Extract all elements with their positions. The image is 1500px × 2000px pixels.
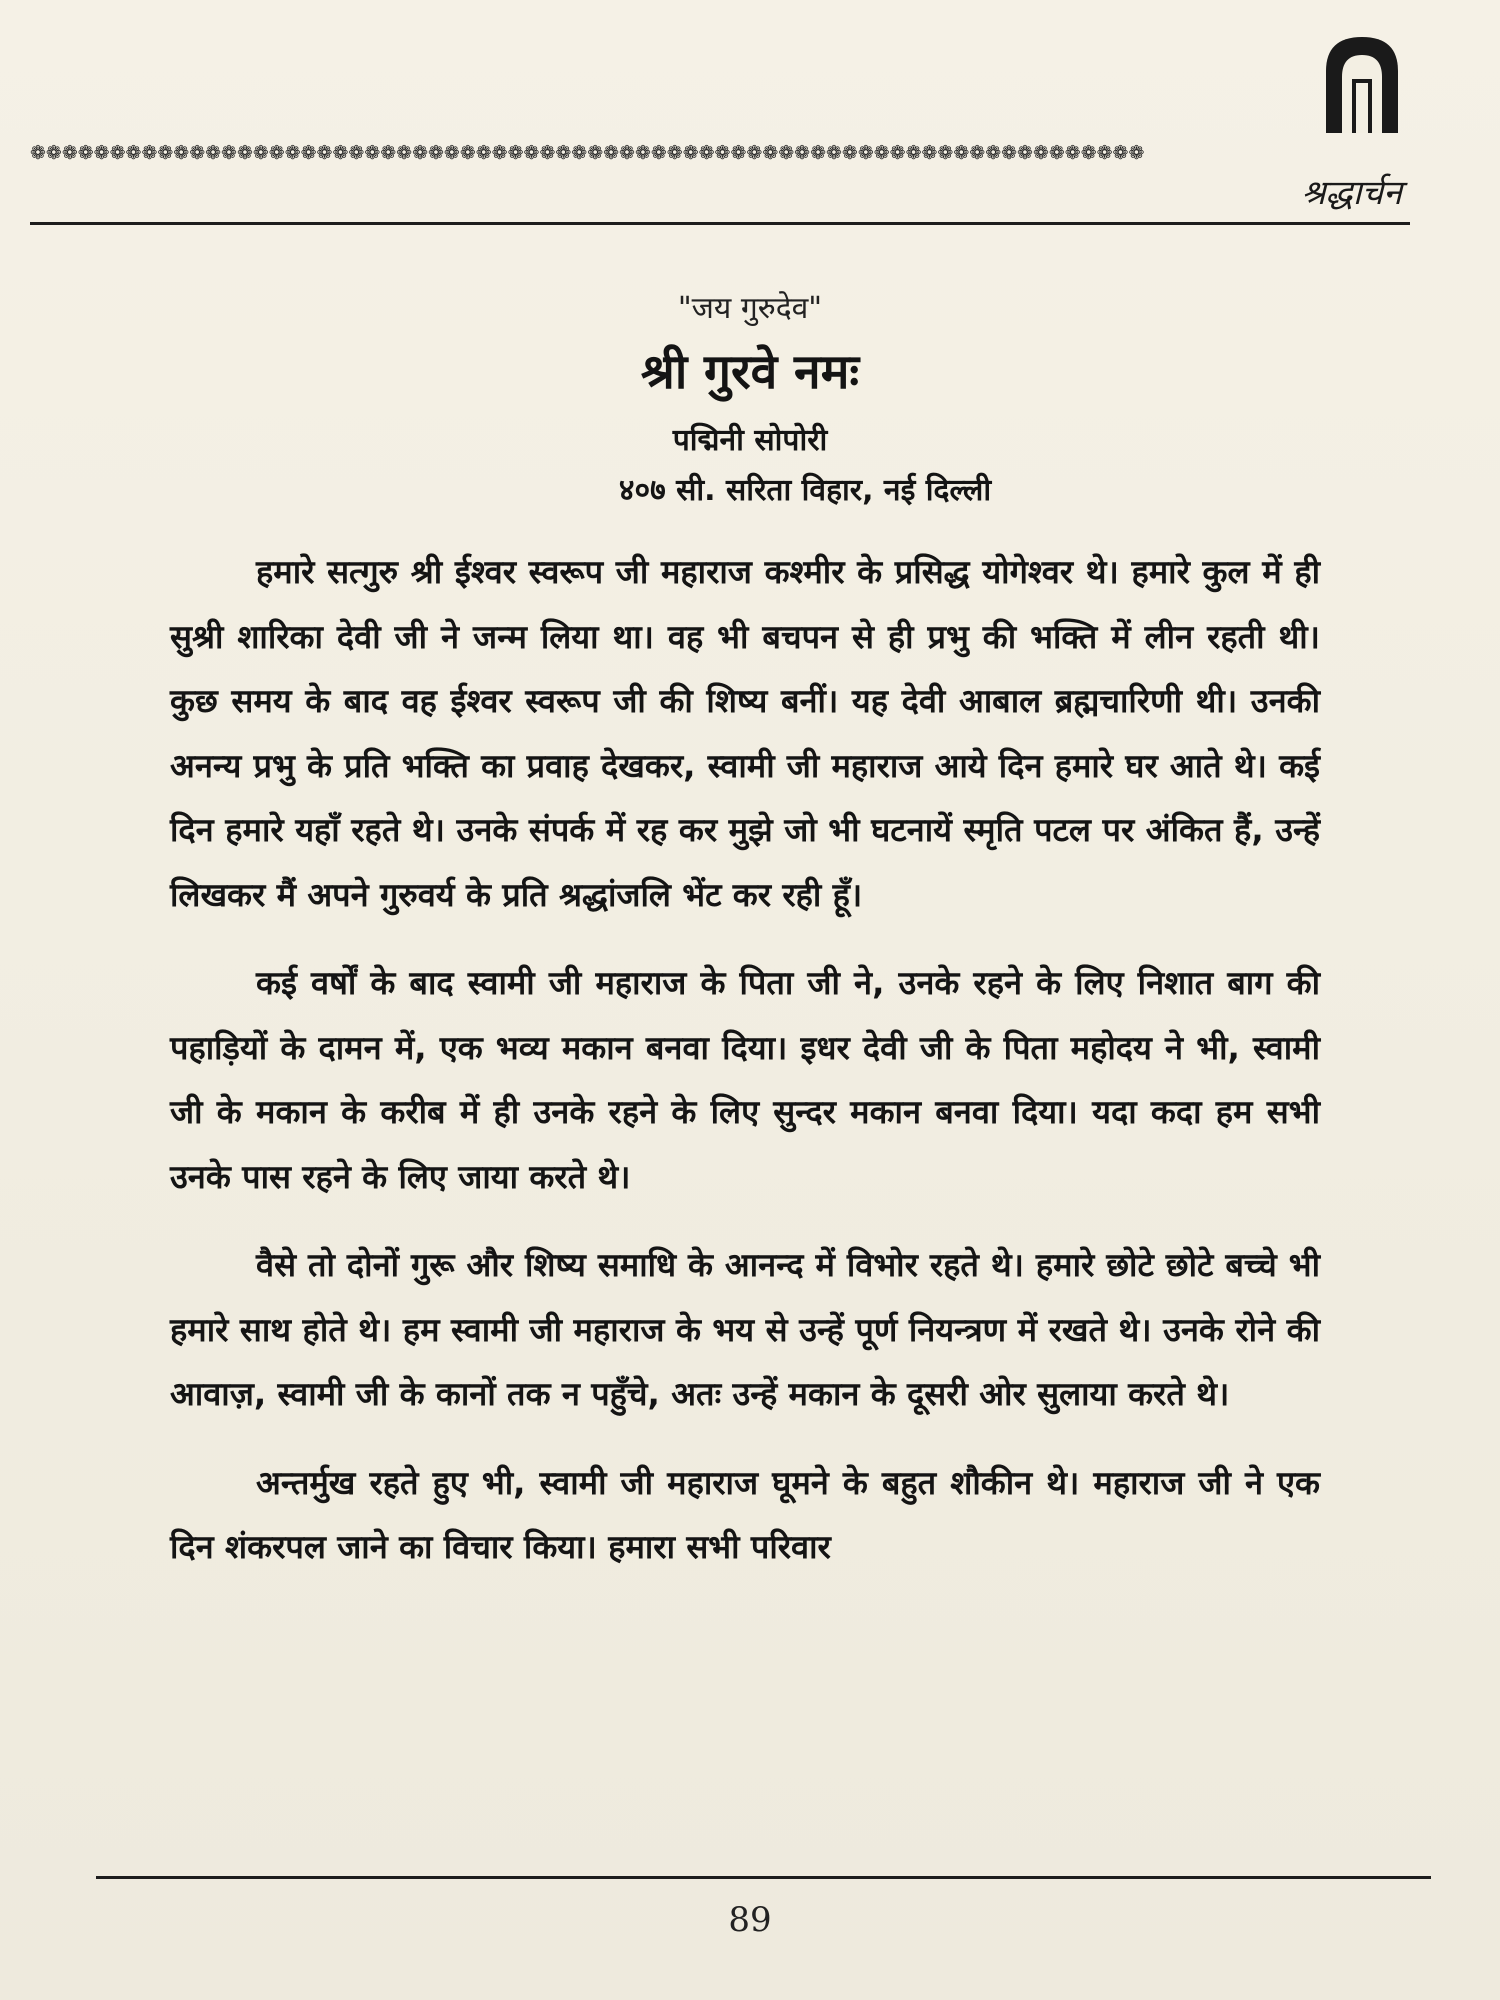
author-name: पद्मिनी सोपोरी — [672, 423, 828, 458]
arch-logo-icon — [1322, 33, 1402, 133]
article-body — [170, 540, 1320, 1604]
body-paragraph: वैसे तो दोनों गुरू और शिष्य समाधि के आनन्द में विभोर रहते थे। हमारे छोटे छोटे बच्चे भी हमारे साथ होते थे। हम स्वामी जी महाराज के भय से उन्हें पूर्ण नियन्त्रण में रखते थे। उनके रोने की आवाज़, स्वामी जी के कानों तक न पहुँचे, अतः उन्हें मकान के दूसरी ओर सुलाया करते थे। — [170, 1246, 1320, 1413]
page-number: 89 — [728, 1900, 772, 1940]
article-title: श्री गुरवे नमः — [640, 344, 860, 400]
running-head-title: श्रद्धार्चन — [1301, 173, 1402, 213]
body-paragraph: हमारे सत्गुरु श्री ईश्वर स्वरूप जी महाराज कश्मीर के प्रसिद्ध योगेश्वर थे। हमारे कुल में ही सुश्री शारिका देवी जी ने जन्म लिया था। वह भी बचपन से ही प्रभु की भक्ति में लीन रहती थी। कुछ समय के बाद वह ईश्वर स्वरूप जी की शिष्य बनीं। यह देवी आबाल ब्रह्मचारिणी थी। उनकी अनन्य प्रभु के प्रति भक्ति का प्रवाह देखकर, स्वामी जी महाराज आये दिन हमारे घर आते थे। कई दिन हमारे यहाँ रहते थे। उनके संपर्क में रह कर मुझे जो भी घटनायें स्मृति पटल पर अंकित हैं, उन्हें लिखकर मैं अपने गुरुवर्य के प्रति श्रद्धांजलि भेंट कर रही हूँ। — [170, 553, 1320, 914]
header-divider — [30, 222, 1410, 225]
body-paragraph: कई वर्षों के बाद स्वामी जी महाराज के पिता जी ने, उनके रहने के लिए निशात बाग की पहाड़ियों के दामन में, एक भव्य मकान बनवा दिया। इधर देवी जी के पिता महोदय ने भी, स्वामी जी के मकान के करीब में ही उनके रहने के लिए सुन्दर मकान बनवा दिया। यदा कदा हम सभी उनके पास रहने के लिए जाया करते थे। — [170, 964, 1320, 1196]
footer-divider — [96, 1876, 1431, 1879]
greeting-text: "जय गुरुदेव" — [677, 291, 823, 326]
body-paragraph: अन्तर्मुख रहते हुए भी, स्वामी जी महाराज घूमने के बहुत शौकीन थे। महाराज जी ने एक दिन शंकरपल जाने का विचार किया। हमारा सभी परिवार — [170, 1463, 1320, 1566]
decorative-star-border: ❁❁❁❁❁❁❁❁❁❁❁❁❁❁❁❁❁❁❁❁❁❁❁❁❁❁❁❁❁❁❁❁❁❁❁❁❁❁❁❁❁❁❁❁❁❁❁❁❁❁❁❁❁❁❁❁❁❁❁❁❁❁❁❁❁❁❁❁❁❁ — [30, 142, 1145, 164]
author-address: ४०७ सी. सरिता विहार, नई दिल्ली — [618, 473, 992, 508]
